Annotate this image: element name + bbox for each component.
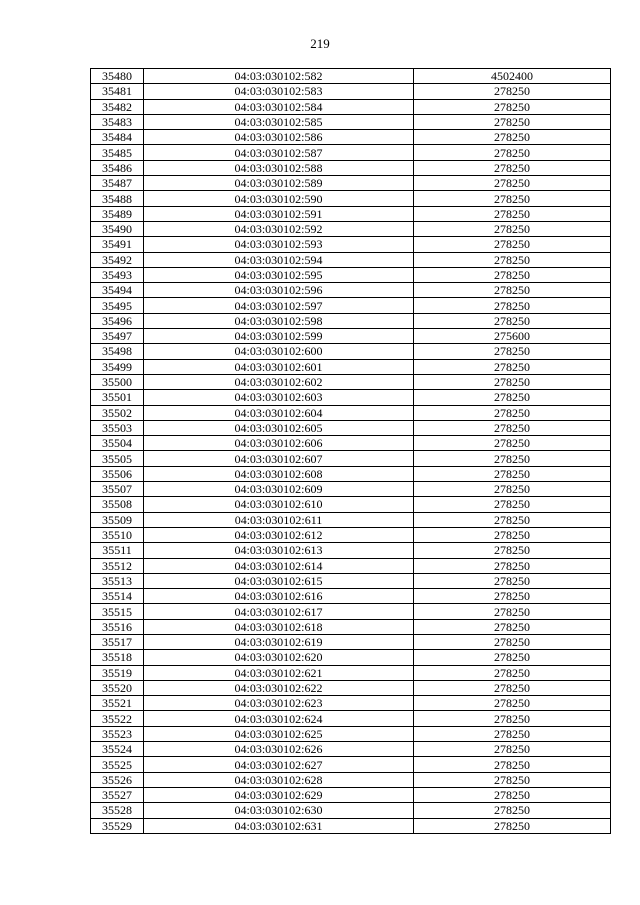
cadastral-number-cell: 04:03:030102:607 (144, 451, 414, 466)
data-table (90, 68, 611, 834)
row-number-cell: 35485 (91, 145, 144, 160)
value-cell: 278250 (414, 206, 611, 221)
cadastral-number-cell: 04:03:030102:615 (144, 573, 414, 588)
cadastral-number-cell: 04:03:030102:629 (144, 787, 414, 802)
cadastral-number-cell: 04:03:030102:594 (144, 252, 414, 267)
row-number-cell: 35526 (91, 772, 144, 787)
row-number-cell: 35495 (91, 298, 144, 313)
table-row (91, 221, 611, 236)
value-cell: 278250 (414, 589, 611, 604)
table-row (91, 711, 611, 726)
cadastral-number-cell: 04:03:030102:617 (144, 604, 414, 619)
row-number-cell: 35517 (91, 634, 144, 649)
table-row (91, 634, 611, 649)
row-number-cell: 35489 (91, 206, 144, 221)
row-number-cell: 35500 (91, 374, 144, 389)
row-number-cell: 35522 (91, 711, 144, 726)
row-number-cell: 35510 (91, 527, 144, 542)
row-number-cell: 35496 (91, 313, 144, 328)
row-number-cell: 35501 (91, 390, 144, 405)
value-cell: 278250 (414, 803, 611, 818)
table-row (91, 787, 611, 802)
row-number-cell: 35488 (91, 191, 144, 206)
table-row (91, 405, 611, 420)
table-row (91, 742, 611, 757)
table-row (91, 680, 611, 695)
row-number-cell: 35520 (91, 680, 144, 695)
value-cell: 278250 (414, 466, 611, 481)
cadastral-number-cell: 04:03:030102:603 (144, 390, 414, 405)
value-cell: 278250 (414, 99, 611, 114)
page-number: 219 (310, 36, 330, 51)
value-cell: 278250 (414, 742, 611, 757)
value-cell: 278250 (414, 757, 611, 772)
row-number-cell: 35525 (91, 757, 144, 772)
row-number-cell: 35506 (91, 466, 144, 481)
cadastral-number-cell: 04:03:030102:590 (144, 191, 414, 206)
cadastral-number-cell: 04:03:030102:612 (144, 527, 414, 542)
value-cell: 278250 (414, 451, 611, 466)
table-row (91, 726, 611, 741)
value-cell: 278250 (414, 221, 611, 236)
row-number-cell: 35507 (91, 482, 144, 497)
table-row (91, 573, 611, 588)
table-row (91, 482, 611, 497)
table-row (91, 543, 611, 558)
cadastral-number-cell: 04:03:030102:588 (144, 160, 414, 175)
row-number-cell: 35481 (91, 84, 144, 99)
table-row (91, 359, 611, 374)
cadastral-number-cell: 04:03:030102:616 (144, 589, 414, 604)
row-number-cell: 35497 (91, 329, 144, 344)
table-row (91, 84, 611, 99)
table-row (91, 145, 611, 160)
value-cell: 278250 (414, 604, 611, 619)
value-cell: 278250 (414, 512, 611, 527)
table-row (91, 160, 611, 175)
value-cell: 278250 (414, 543, 611, 558)
table-row (91, 176, 611, 191)
table-row (91, 191, 611, 206)
table-row (91, 772, 611, 787)
cadastral-number-cell: 04:03:030102:618 (144, 619, 414, 634)
value-cell: 278250 (414, 130, 611, 145)
table-row (91, 604, 611, 619)
table-row (91, 436, 611, 451)
cadastral-number-cell: 04:03:030102:627 (144, 757, 414, 772)
table-row (91, 130, 611, 145)
table-row (91, 298, 611, 313)
cadastral-number-cell: 04:03:030102:608 (144, 466, 414, 481)
value-cell: 278250 (414, 558, 611, 573)
value-cell: 278250 (414, 772, 611, 787)
row-number-cell: 35492 (91, 252, 144, 267)
row-number-cell: 35529 (91, 818, 144, 833)
cadastral-number-cell: 04:03:030102:610 (144, 497, 414, 512)
table-row (91, 757, 611, 772)
table-row (91, 420, 611, 435)
table-row (91, 237, 611, 252)
value-cell: 278250 (414, 313, 611, 328)
value-cell: 278250 (414, 237, 611, 252)
cadastral-number-cell: 04:03:030102:624 (144, 711, 414, 726)
table-row (91, 497, 611, 512)
value-cell: 278250 (414, 160, 611, 175)
row-number-cell: 35523 (91, 726, 144, 741)
value-cell: 278250 (414, 436, 611, 451)
table-row (91, 619, 611, 634)
row-number-cell: 35490 (91, 221, 144, 236)
value-cell: 278250 (414, 84, 611, 99)
table-row (91, 696, 611, 711)
cadastral-number-cell: 04:03:030102:602 (144, 374, 414, 389)
row-number-cell: 35512 (91, 558, 144, 573)
row-number-cell: 35493 (91, 267, 144, 282)
cadastral-number-cell: 04:03:030102:584 (144, 99, 414, 114)
value-cell: 278250 (414, 374, 611, 389)
cadastral-number-cell: 04:03:030102:592 (144, 221, 414, 236)
row-number-cell: 35521 (91, 696, 144, 711)
cadastral-number-cell: 04:03:030102:599 (144, 329, 414, 344)
cadastral-number-cell: 04:03:030102:623 (144, 696, 414, 711)
value-cell: 278250 (414, 252, 611, 267)
table-row (91, 589, 611, 604)
value-cell: 278250 (414, 619, 611, 634)
row-number-cell: 35494 (91, 283, 144, 298)
row-number-cell: 35482 (91, 99, 144, 114)
value-cell: 278250 (414, 665, 611, 680)
cadastral-number-cell: 04:03:030102:600 (144, 344, 414, 359)
table-row (91, 313, 611, 328)
row-number-cell: 35516 (91, 619, 144, 634)
row-number-cell: 35503 (91, 420, 144, 435)
table-row (91, 390, 611, 405)
cadastral-number-cell: 04:03:030102:611 (144, 512, 414, 527)
value-cell: 4502400 (414, 69, 611, 84)
row-number-cell: 35511 (91, 543, 144, 558)
row-number-cell: 35509 (91, 512, 144, 527)
value-cell: 278250 (414, 267, 611, 282)
value-cell: 278250 (414, 114, 611, 129)
row-number-cell: 35502 (91, 405, 144, 420)
table-row (91, 206, 611, 221)
row-number-cell: 35505 (91, 451, 144, 466)
value-cell: 278250 (414, 420, 611, 435)
row-number-cell: 35515 (91, 604, 144, 619)
row-number-cell: 35527 (91, 787, 144, 802)
row-number-cell: 35491 (91, 237, 144, 252)
cadastral-number-cell: 04:03:030102:614 (144, 558, 414, 573)
cadastral-number-cell: 04:03:030102:601 (144, 359, 414, 374)
table-row (91, 69, 611, 84)
cadastral-number-cell: 04:03:030102:619 (144, 634, 414, 649)
cadastral-number-cell: 04:03:030102:628 (144, 772, 414, 787)
cadastral-number-cell: 04:03:030102:609 (144, 482, 414, 497)
row-number-cell: 35514 (91, 589, 144, 604)
cadastral-number-cell: 04:03:030102:613 (144, 543, 414, 558)
value-cell: 278250 (414, 191, 611, 206)
row-number-cell: 35518 (91, 650, 144, 665)
table-row (91, 344, 611, 359)
value-cell: 278250 (414, 711, 611, 726)
cadastral-number-cell: 04:03:030102:591 (144, 206, 414, 221)
cadastral-number-cell: 04:03:030102:604 (144, 405, 414, 420)
cadastral-number-cell: 04:03:030102:620 (144, 650, 414, 665)
value-cell: 278250 (414, 818, 611, 833)
cadastral-number-cell: 04:03:030102:626 (144, 742, 414, 757)
table-row (91, 650, 611, 665)
cadastral-number-cell: 04:03:030102:595 (144, 267, 414, 282)
cadastral-number-cell: 04:03:030102:630 (144, 803, 414, 818)
cadastral-number-cell: 04:03:030102:622 (144, 680, 414, 695)
cadastral-number-cell: 04:03:030102:621 (144, 665, 414, 680)
cadastral-number-cell: 04:03:030102:606 (144, 436, 414, 451)
table-row (91, 374, 611, 389)
table-row (91, 252, 611, 267)
value-cell: 278250 (414, 527, 611, 542)
cadastral-number-cell: 04:03:030102:597 (144, 298, 414, 313)
cadastral-number-cell: 04:03:030102:631 (144, 818, 414, 833)
cadastral-number-cell: 04:03:030102:605 (144, 420, 414, 435)
table-row (91, 803, 611, 818)
table-row (91, 99, 611, 114)
cadastral-number-cell: 04:03:030102:587 (144, 145, 414, 160)
row-number-cell: 35487 (91, 176, 144, 191)
row-number-cell: 35513 (91, 573, 144, 588)
table-row (91, 665, 611, 680)
row-number-cell: 35499 (91, 359, 144, 374)
table-row (91, 329, 611, 344)
cadastral-number-cell: 04:03:030102:598 (144, 313, 414, 328)
cadastral-number-cell: 04:03:030102:596 (144, 283, 414, 298)
row-number-cell: 35483 (91, 114, 144, 129)
table-row (91, 114, 611, 129)
cadastral-number-cell: 04:03:030102:583 (144, 84, 414, 99)
value-cell: 278250 (414, 283, 611, 298)
value-cell: 278250 (414, 344, 611, 359)
row-number-cell: 35484 (91, 130, 144, 145)
row-number-cell: 35504 (91, 436, 144, 451)
row-number-cell: 35528 (91, 803, 144, 818)
table-row (91, 283, 611, 298)
value-cell: 278250 (414, 497, 611, 512)
value-cell: 278250 (414, 405, 611, 420)
value-cell: 278250 (414, 359, 611, 374)
cadastral-number-cell: 04:03:030102:585 (144, 114, 414, 129)
table-row (91, 527, 611, 542)
table-row (91, 512, 611, 527)
cadastral-number-cell: 04:03:030102:625 (144, 726, 414, 741)
value-cell: 278250 (414, 145, 611, 160)
table-row (91, 466, 611, 481)
row-number-cell: 35486 (91, 160, 144, 175)
value-cell: 278250 (414, 298, 611, 313)
value-cell: 278250 (414, 650, 611, 665)
cadastral-number-cell: 04:03:030102:586 (144, 130, 414, 145)
table-row (91, 558, 611, 573)
value-cell: 278250 (414, 634, 611, 649)
row-number-cell: 35508 (91, 497, 144, 512)
cadastral-number-cell: 04:03:030102:589 (144, 176, 414, 191)
row-number-cell: 35519 (91, 665, 144, 680)
value-cell: 278250 (414, 390, 611, 405)
table-body (91, 69, 611, 834)
row-number-cell: 35480 (91, 69, 144, 84)
value-cell: 275600 (414, 329, 611, 344)
table-row (91, 267, 611, 282)
table-row (91, 818, 611, 833)
value-cell: 278250 (414, 176, 611, 191)
value-cell: 278250 (414, 482, 611, 497)
cadastral-number-cell: 04:03:030102:593 (144, 237, 414, 252)
cadastral-number-cell: 04:03:030102:582 (144, 69, 414, 84)
value-cell: 278250 (414, 787, 611, 802)
value-cell: 278250 (414, 680, 611, 695)
value-cell: 278250 (414, 573, 611, 588)
table-row (91, 451, 611, 466)
row-number-cell: 35498 (91, 344, 144, 359)
value-cell: 278250 (414, 696, 611, 711)
row-number-cell: 35524 (91, 742, 144, 757)
value-cell: 278250 (414, 726, 611, 741)
